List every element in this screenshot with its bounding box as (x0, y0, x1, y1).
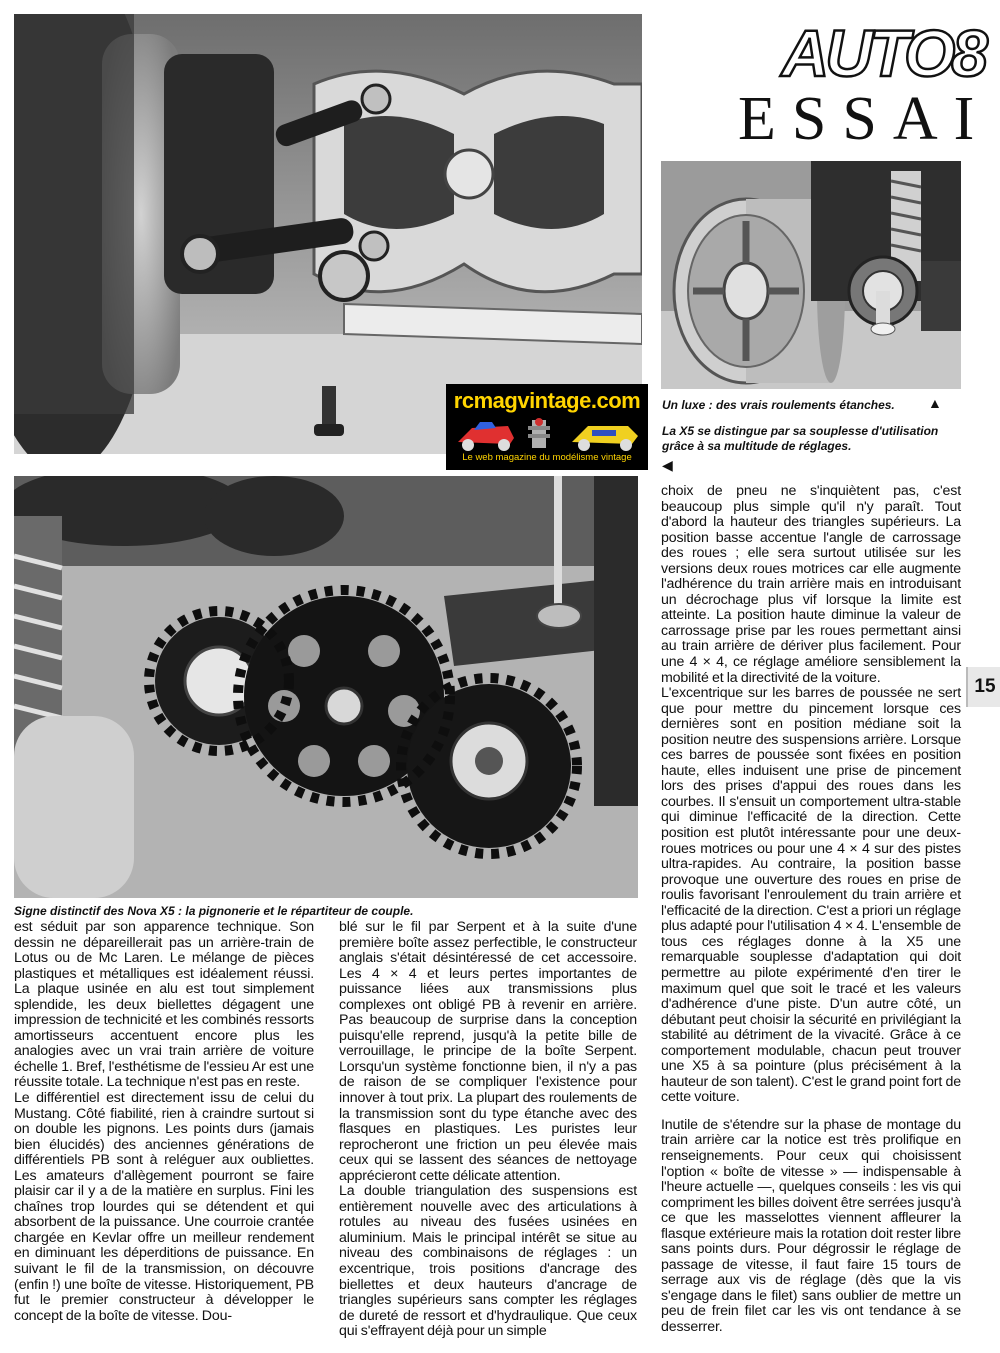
article-column-2 (339, 920, 637, 1340)
caption-gears (14, 904, 638, 919)
magazine-logo: AUTO8 (781, 16, 984, 90)
arrow-left-icon: ◀ (662, 457, 673, 473)
section-title: ESSAI (738, 85, 991, 153)
article-column-3 (661, 484, 961, 1336)
paragraph: L'excentrique sur les barres de poussée ne sert que pour mettre du pincement lorsque ces dernières sont en position médiane soit la position neutre des suspensions arrière. Lorsque ces barres de poussée sont fixées en position haute, elles induisent une prise de pincement lors des prises d'appui des roues dans les courbes. Il s'ensuit un comportement ultra-stable qui diminue l'efficacité de la direction. Cette position est plutôt intéressante pour une deux-roues motrices ou pour une 4 × 4 sur des pistes ultra-rapides. Au contraire, la position basse provoque une ouverture des roues en prise de roulis favorisant l'enroulement du train arrière et l'efficacité de la direction. C'est a priori un réglage plus adapté pour l'utilisation 4 × 4. L'ensemble de tous ces réglages donne à la X5 une remarquable souplesse d'adaptation qui doit permettre au pilote expérimenté d'en tirer le maximum quel que soit le tracé et les valeurs d'adhérence d'une piste. D'un autre côté, un débutant peut choisir la sécurité en privilégiant la stabilité au détriment de la vivacité. Grâce à ce comportement modulable, chacun peut trouver une X5 à sa pointure (plus précisément à la hauteur de son talent). C'est le grand point fort de cette voiture. (661, 685, 961, 1106)
watermark-url: rcmagvintage.com (453, 388, 641, 413)
paragraph: blé sur le fil par Serpent et à la suite d'une première boîte assez perfectible, le constructeur anglais s'était désintéressé de cet accessoire. Les 4 × 4 et leurs pertes importantes de puissance liées aux transmissions plus complexes ont obligé PB à revenir en arrière. Pas beaucoup de surprise dans la conception puisqu'elle reprend, jusqu'à la petite bille de verrouillage, le principe de la boîte Serpent. Lorsqu'un système fonctionne bien, il n'y a pas de raison de se compliquer l'existence pour innover à tout prix. La plupart des roulements de la transmission sont du type étanche avec des flasques en plastiques. Les puristes leur reprocheront une friction un peu élevée mais ceux qui se lassent des séances de nettoyage apprécieront cette délicate attention. (339, 919, 637, 1184)
paragraph: est séduit par son apparence technique. Son dessin ne dépareillerait pas un arrière-train de Lotus ou de Mc Laren. Le mélange de pièces plastiques et métalliques est idéalement réussi. La plaque usinée en alu est tout simplement splendide, les deux biellettes dégagent une impression de technicité et les combinés ressorts amortisseurs accentuent encore plus les analogies avec un vrai train arrière de voiture échelle 1. Bref, l'esthétisme de l'essieu Ar est une réussite totale. La technique n'est pas en reste. (14, 919, 314, 1091)
rc-car-icon (452, 416, 642, 452)
paragraph: Le différentiel est directement issu de celui du Mustang. Côté fiabilité, rien à craindre surtout si on double les pignons. Les points durs (jamais bien élucidés) des anciennes générations de différentiels PB sont à reléguer aux oubliettes. Les amateurs d'allègement pourront se faire plaisir car il y a de la matière en surplus. Fini les chaînes trop lourdes qui se détendent et qui absorbent de la puissance. Une courroie crantée chargée en Kevlar offre un meilleur rendement en diminuant les déperditions de puissance. En suivant le fil de la transmission, on découvre (enfin !) une boîte de vitesse. Historiquement, PB fut le premier constructeur à développer le concept de la boîte de vitesse. Dou- (14, 1090, 314, 1324)
page-number: 15 (966, 667, 1000, 707)
paragraph: La double triangulation des suspensions est entièrement nouvelle avec des articulations à rotules au niveau des fusées usinées en aluminium. Mais le principal intérêt se situe au niveau des combinaisons de réglages : un excentrique, trois positions d'ancrage des biellettes et deux hauteurs d'ancrage de triangles supérieurs sans compter les réglages de dureté de ressort et d'hydraulique. Que ceux qui s'effrayent déjà pour un simple (339, 1183, 637, 1340)
caption-bearings-text: Un luxe : des vrais roulements étanches. (662, 398, 895, 412)
photo-sealed-bearings (661, 161, 961, 389)
caption-bearings (662, 398, 922, 413)
caption-gears-text: Signe distinctif des Nova X5 : la pignonerie et le répartiteur de couple. (14, 904, 414, 918)
paragraph: Inutile de s'étendre sur la phase de montage du train arrière car la notice est très prolifique en renseignements. Pour ceux qui choisissent l'option « boîte de vitesse » — indispensable à l'heure actuelle —, quelques conseils : les vis qui compriment les billes doivent être serrées jusqu'à ce que les masselottes viennent affleurer la flasque extérieure mais la rotation doit rester libre sans points durs. Pour dégrossir le réglage de passage de vitesse, il faut faire 15 tours de serrage aux vis de réglage (dès que la vis s'engage dans le filet) sans oublier de mettre un peu de frein filet car les vis ont tendance à se desserrer. (661, 1116, 961, 1335)
photo-gearbox (14, 476, 638, 898)
watermark-tagline: Le web magazine du modélisme vintage (462, 452, 632, 463)
caption-settings (662, 424, 962, 454)
arrow-up-icon: ▲ (928, 395, 942, 411)
watermark-badge (446, 384, 648, 470)
caption-settings-text: La X5 se distingue par sa souplesse d'utilisation grâce à sa multitude de réglages. (662, 424, 939, 453)
article-column-1 (14, 920, 314, 1324)
paragraph: choix de pneu ne s'inquiètent pas, c'est beaucoup plus simple qu'il n'y paraît. Tout d'abord la hauteur des triangles supérieurs. La position basse accentue l'angle de carrossage des roues ; elle sera surtout utilisée sur les versions deux roues motrices car elle augmente l'adhérence du train arrière mais en introduisant un décrochage plus vif lorsque la limite est atteinte. La position haute diminue la valeur de carrossage prise par les roues permettant ainsi au train arrière de dériver plus facilement. Pour une 4 × 4, ce réglage améliore sensiblement la mobilité et la directivité de la voiture. (661, 483, 961, 686)
